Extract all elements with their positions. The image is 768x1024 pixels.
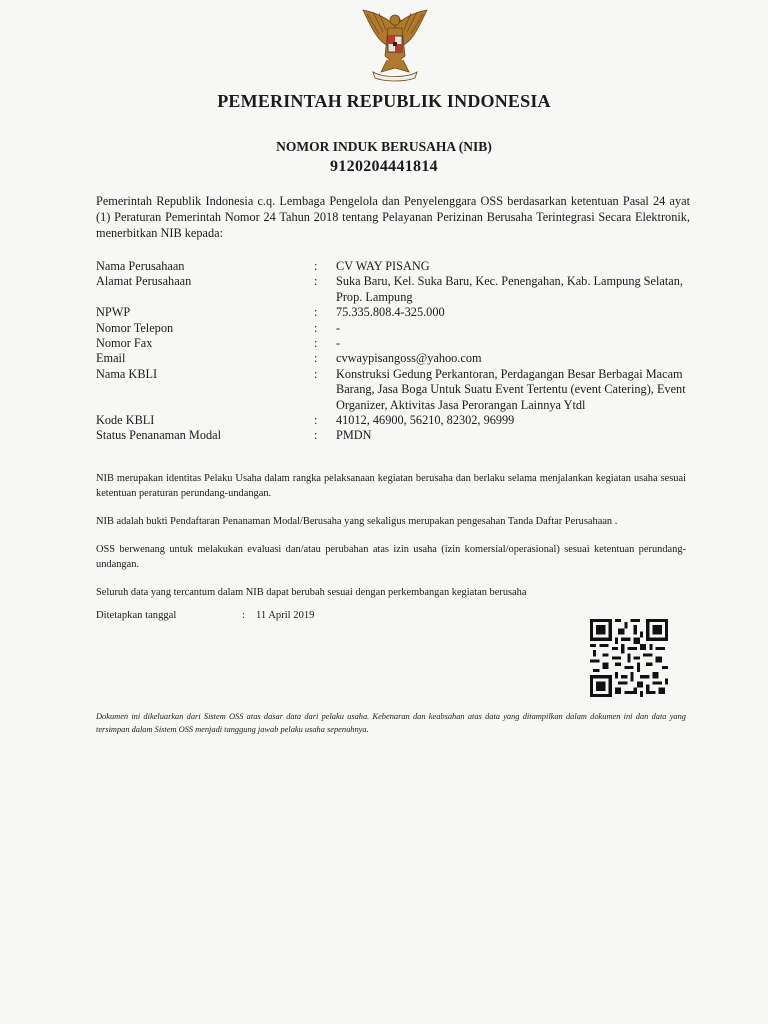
field-label: Kode KBLI (96, 413, 155, 428)
garuda-emblem-icon (355, 6, 435, 82)
terms-paragraph: OSS berwenang untuk melakukan evaluasi dan/atau perubahan atas izin usaha (izin komersial/operasional) sesuai ketentuan perundang-undangan. (96, 544, 686, 570)
field-label: Nomor Telepon (96, 320, 174, 335)
field-value: 75.335.808.4-325.000 (336, 305, 445, 320)
nib-number: 9120204441814 (330, 158, 438, 175)
field-value: CV WAY PISANG (336, 259, 430, 273)
issue-date-separator: : (242, 610, 245, 621)
field-label: Nomor Fax (96, 336, 153, 351)
field-row (96, 413, 686, 428)
terms-section (96, 471, 686, 613)
field-label: Nama KBLI (96, 366, 158, 381)
field-label: NPWP (96, 305, 131, 320)
field-separator: : (314, 366, 318, 381)
qr-code-icon (588, 619, 670, 697)
field-value: Konstruksi Gedung Perkantoran, Perdagangan Besar Berbagai Macam Barang, Jasa Boga Untuk Suatu Event Tertentu (event Catering), Event Organizer, Aktivitas Jasa Perorangan Lainnya Ytdl (336, 366, 686, 412)
field-row (96, 321, 686, 336)
disclaimer-note: Dokumen ini dikeluarkan dari Sistem OSS atas dasar data dari pelaku usaha. Kebenaran dan keabsahan atas data yang ditampilkan dalam dokumen ini dan data yang tersimpan dalam Sistem OSS menjadi tanggung jawab pelaku usaha sepenuhnya. (96, 712, 686, 734)
company-details (96, 259, 686, 444)
field-separator: : (314, 305, 318, 320)
field-label: Email (96, 351, 126, 366)
field-value: - (336, 336, 341, 351)
field-row (96, 367, 686, 413)
field-separator: : (314, 413, 318, 428)
field-separator: : (314, 274, 318, 289)
terms-paragraph: Seluruh data yang tercantum dalam NIB dapat berubah sesuai dengan perkembangan kegiatan berusaha (96, 587, 527, 598)
field-value: cvwaypisangoss@yahoo.com (336, 351, 482, 366)
field-separator: : (314, 428, 318, 443)
issue-date-value: 11 April 2019 (256, 610, 315, 621)
terms-paragraph: NIB adalah bukti Pendaftaran Penanaman Modal/Berusaha yang sekaligus merupakan pengesahan Tanda Daftar Perusahaan . (96, 516, 618, 527)
issue-date (96, 610, 314, 621)
field-value: PMDN (336, 428, 372, 443)
field-row (96, 336, 686, 351)
field-value: - (336, 320, 341, 335)
field-label: Alamat Perusahaan (96, 274, 192, 289)
field-label: Nama Perusahaan (96, 259, 185, 273)
field-value: Suka Baru, Kel. Suka Baru, Kec. Penengahan, Kab. Lampung Selatan, Prop. Lampung (336, 274, 683, 304)
government-title: PEMERINTAH REPUBLIK INDONESIA (217, 91, 551, 111)
field-separator: : (314, 259, 318, 273)
field-separator: : (314, 320, 318, 335)
field-row (96, 351, 686, 366)
intro-paragraph: Pemerintah Republik Indonesia c.q. Lembaga Pengelola dan Penyelenggara OSS berdasarkan ketentuan Pasal 24 ayat (1) Peraturan Pemerintah Nomor 24 Tahun 2018 tentang Pelayanan Perizinan Berusaha Terintegrasi Secara Elektronik, menerbitkan NIB kepada: (96, 194, 690, 240)
field-row (96, 428, 686, 443)
terms-paragraph: NIB merupakan identitas Pelaku Usaha dalam rangka pelaksanaan kegiatan berusaha dan berlaku selama menjalankan kegiatan usaha sesuai ketentuan peraturan perundang-undangan. (96, 473, 686, 499)
document-title: NOMOR INDUK BERUSAHA (NIB) (276, 139, 492, 154)
field-value: 41012, 46900, 56210, 82302, 96999 (336, 413, 515, 428)
field-row (96, 274, 686, 305)
field-label: Status Penanaman Modal (96, 428, 221, 443)
field-separator: : (314, 351, 318, 366)
field-row (96, 259, 686, 274)
field-separator: : (314, 336, 318, 351)
field-row (96, 305, 686, 320)
issue-date-label: Ditetapkan tanggal (96, 610, 177, 621)
